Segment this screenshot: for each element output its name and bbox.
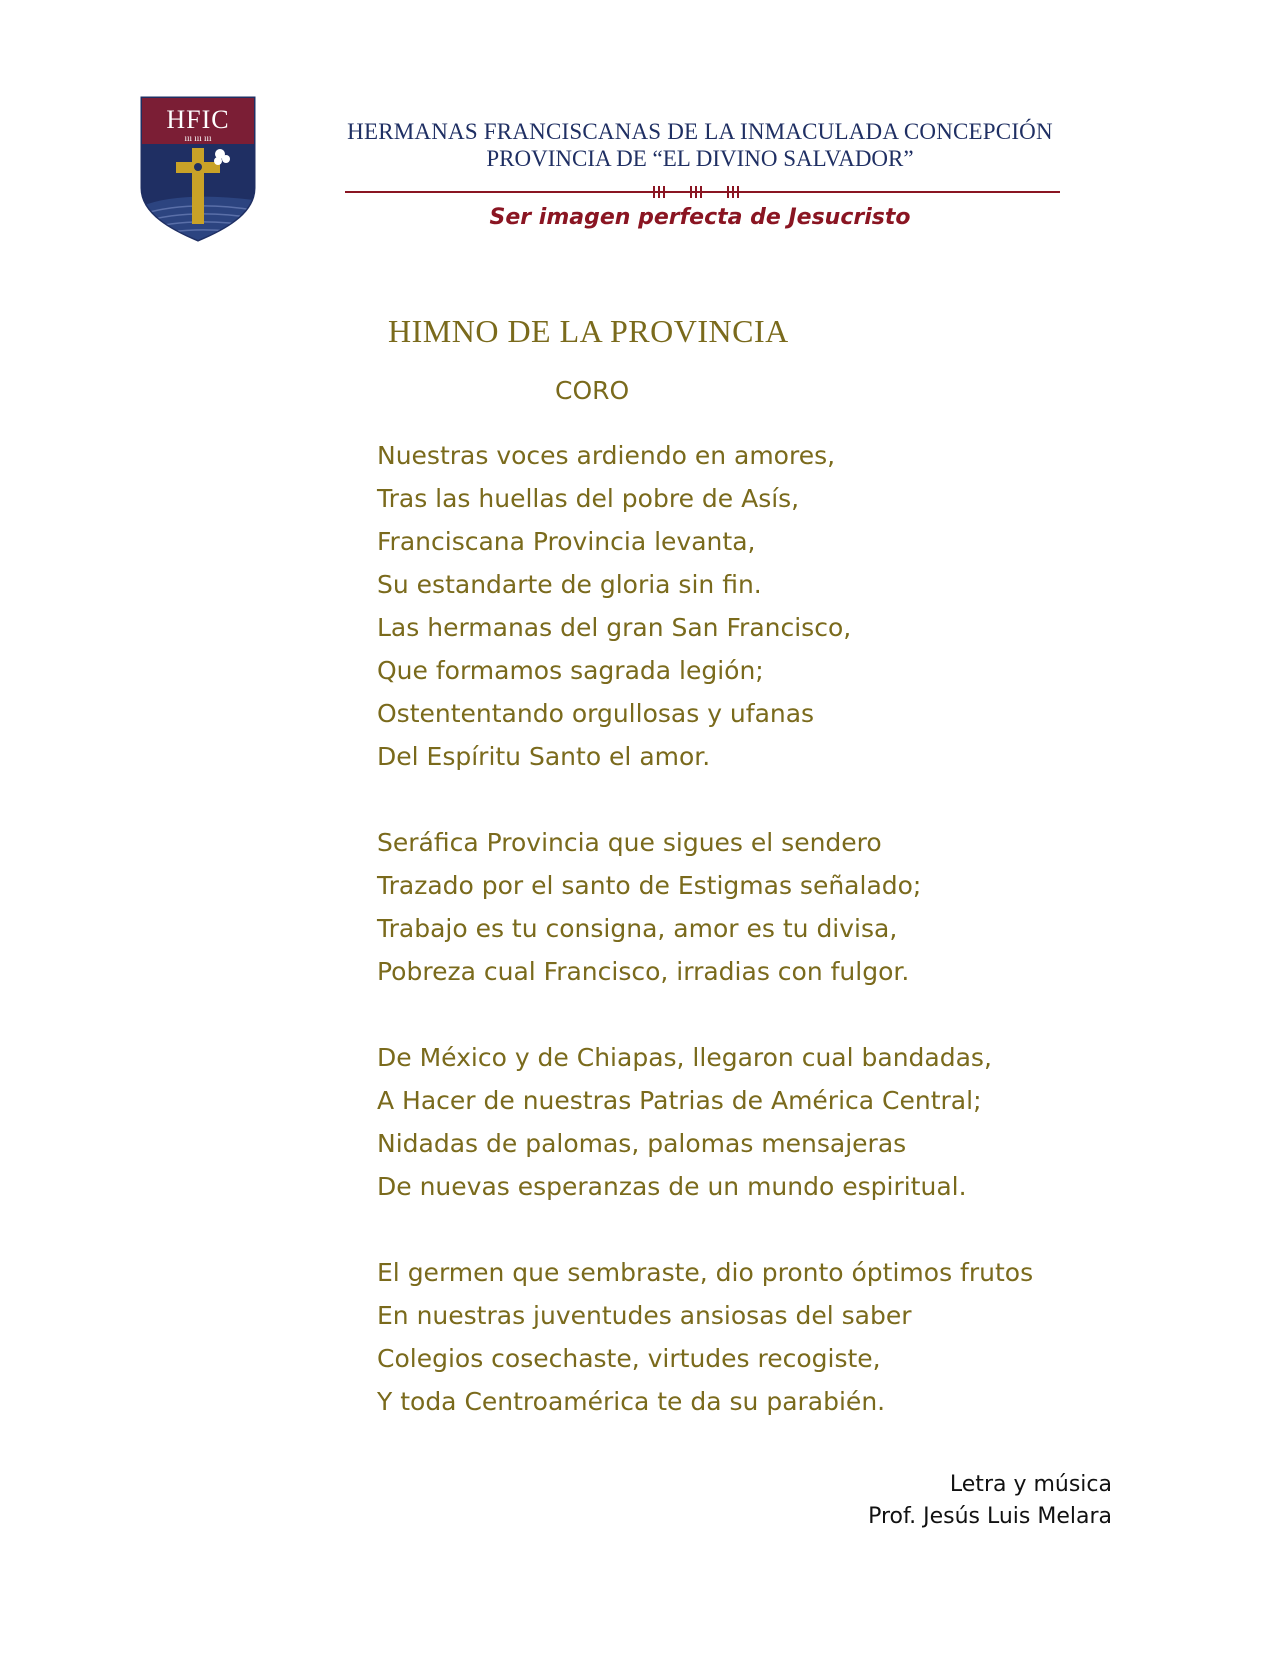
verse-line: Pobreza cual Francisco, irradias con fulgor.	[377, 957, 910, 986]
motto: Ser imagen perfecta de Jesucristo	[489, 205, 911, 230]
svg-text:HFIC: HFIC	[166, 105, 230, 134]
verse-line: De nuevas esperanzas de un mundo espiritual.	[377, 1172, 967, 1201]
hymn-verses	[377, 434, 1157, 1466]
verse-line: Ostententando orgullosas y ufanas	[377, 699, 815, 728]
verse-line: Y toda Centroamérica te da su parabién.	[377, 1387, 886, 1416]
stanza-2	[377, 1036, 1157, 1208]
hfic-crest-logo	[140, 96, 256, 242]
stanza-1	[377, 821, 1157, 993]
verse-line: Franciscana Provincia levanta,	[377, 527, 756, 556]
verse-line: Que formamos sagrada legión;	[377, 656, 764, 685]
credits-label: Letra y música	[949, 1472, 1112, 1497]
verse-line: Nuestras voces ardiendo en amores,	[377, 441, 836, 470]
verse-line: Trazado por el santo de Estigmas señalado;	[377, 871, 922, 900]
stanza-3	[377, 1251, 1157, 1423]
credits-author: Prof. Jesús Luis Melara	[868, 1504, 1112, 1529]
organization-name: HERMANAS FRANCISCANAS DE LA INMACULADA CONCEPCIÓN	[347, 119, 1053, 144]
verse-line: Trabajo es tu consigna, amor es tu divisa,	[377, 914, 898, 943]
verse-line: Las hermanas del gran San Francisco,	[377, 613, 852, 642]
verse-line: Seráfica Provincia que sigues el sendero	[377, 828, 882, 857]
organization-province: PROVINCIA DE “EL DIVINO SALVADOR”	[486, 146, 914, 171]
verse-line: A Hacer de nuestras Patrias de América Central;	[377, 1086, 982, 1115]
svg-text:ııı ııı ııı: ııı ııı ııı	[184, 133, 212, 143]
verse-line: En nuestras juventudes ansiosas del saber	[377, 1301, 912, 1330]
verse-line: Su estandarte de gloria sin fin.	[377, 570, 762, 599]
verse-line: Del Espíritu Santo el amor.	[377, 742, 711, 771]
verse-line: Nidadas de palomas, palomas mensajeras	[377, 1129, 907, 1158]
header-divider	[345, 185, 1060, 199]
credits	[868, 1469, 1112, 1533]
chorus-label: CORO	[555, 376, 630, 405]
verse-line: Colegios cosechaste, virtudes recogiste,	[377, 1344, 881, 1373]
stanza-chorus	[377, 434, 1157, 778]
verse-line: De México y de Chiapas, llegaron cual bandadas,	[377, 1043, 992, 1072]
hymn-title: HIMNO DE LA PROVINCIA	[388, 313, 789, 349]
verse-line: Tras las huellas del pobre de Asís,	[377, 484, 800, 513]
verse-line: El germen que sembraste, dio pronto óptimos frutos	[377, 1258, 1034, 1287]
